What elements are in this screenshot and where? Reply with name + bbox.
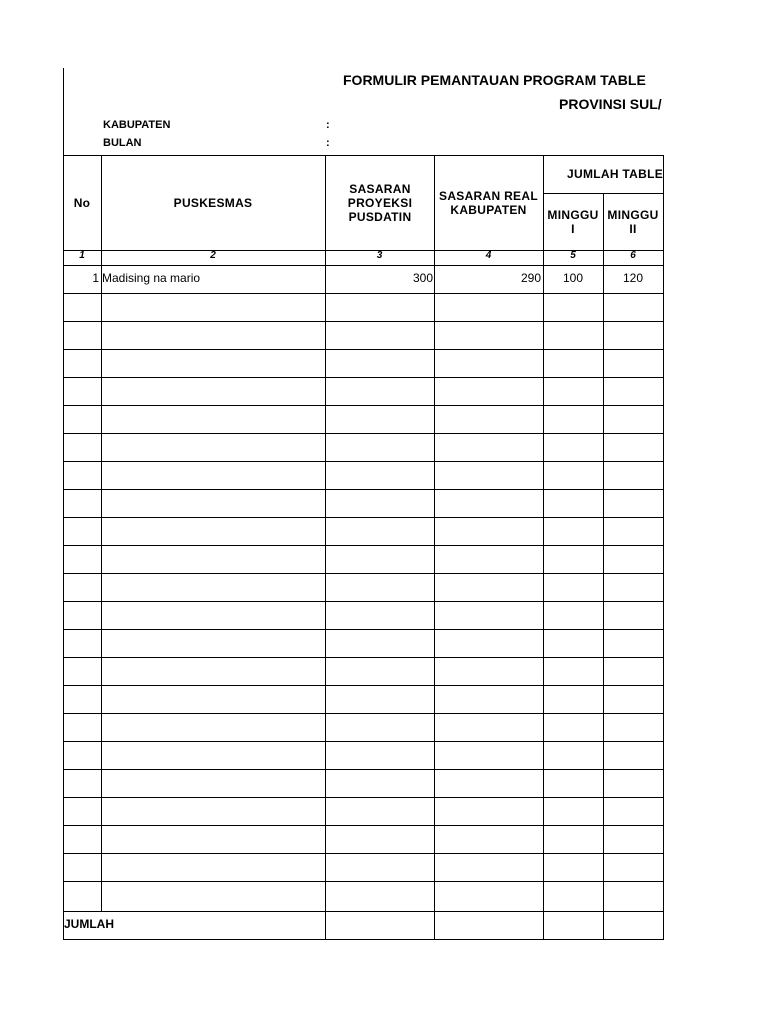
row-line [63,911,664,912]
col-number-6: 6 [630,250,636,261]
col-border-minggu1-right [603,193,604,940]
header-puskesmas: PUSKESMAS [173,195,253,210]
col-number-2: 2 [210,250,216,261]
col-border-minggu2-right [663,155,664,940]
row-minggu-2: 120 [622,271,644,285]
row-line [63,853,664,854]
col-number-4: 4 [485,250,492,261]
bulan-separator: : [326,137,330,149]
row-no: 1 [92,271,99,285]
row-line [63,881,664,882]
total-label: JUMLAH [64,917,114,931]
row-line [63,573,664,574]
row-line [63,769,664,770]
row-line [63,601,664,602]
left-border-top [63,68,64,155]
header-minggu-1: MINGGU I [547,207,599,236]
row-line [63,629,664,630]
row-line [63,685,664,686]
header-no: No [73,195,91,210]
col-number-1: 1 [79,250,85,261]
row-line [63,545,664,546]
province-title: PROVINSI SUL/ [559,96,662,112]
row-line [63,741,664,742]
row-minggu-1: 100 [562,271,584,285]
row-puskesmas: Madising na mario [102,271,201,285]
row-line [63,797,664,798]
column-number-bottom-line [63,265,664,266]
row-line [63,713,664,714]
row-line [63,657,664,658]
header-jumlah-table: JUMLAH TABLE [567,167,664,181]
row-line [63,321,664,322]
row-line [63,517,664,518]
row-line [63,349,664,350]
row-sasaran-real: 290 [520,271,541,285]
bulan-label: BULAN [103,137,142,149]
kabupaten-separator: : [326,119,330,131]
row-line [63,825,664,826]
row-line [63,489,664,490]
row-line [63,293,664,294]
row-line [63,405,664,406]
form-title: FORMULIR PEMANTAUAN PROGRAM TABLE [343,72,646,88]
header-minggu-2: MINGGU II [607,207,659,236]
col-border-no-right [101,155,102,912]
row-line [63,939,664,940]
header-sasaran-proyeksi: SASARAN PROYEKSI PUSDATIN [347,181,413,224]
col-number-3: 3 [376,250,383,261]
row-line [63,433,664,434]
row-line [63,377,664,378]
row-line [63,461,664,462]
kabupaten-label: KABUPATEN [103,119,171,131]
header-sasaran-real: SASARAN REAL KABUPATEN [439,188,538,217]
row-sasaran-proyeksi: 300 [412,271,433,285]
col-number-5: 5 [570,250,576,261]
